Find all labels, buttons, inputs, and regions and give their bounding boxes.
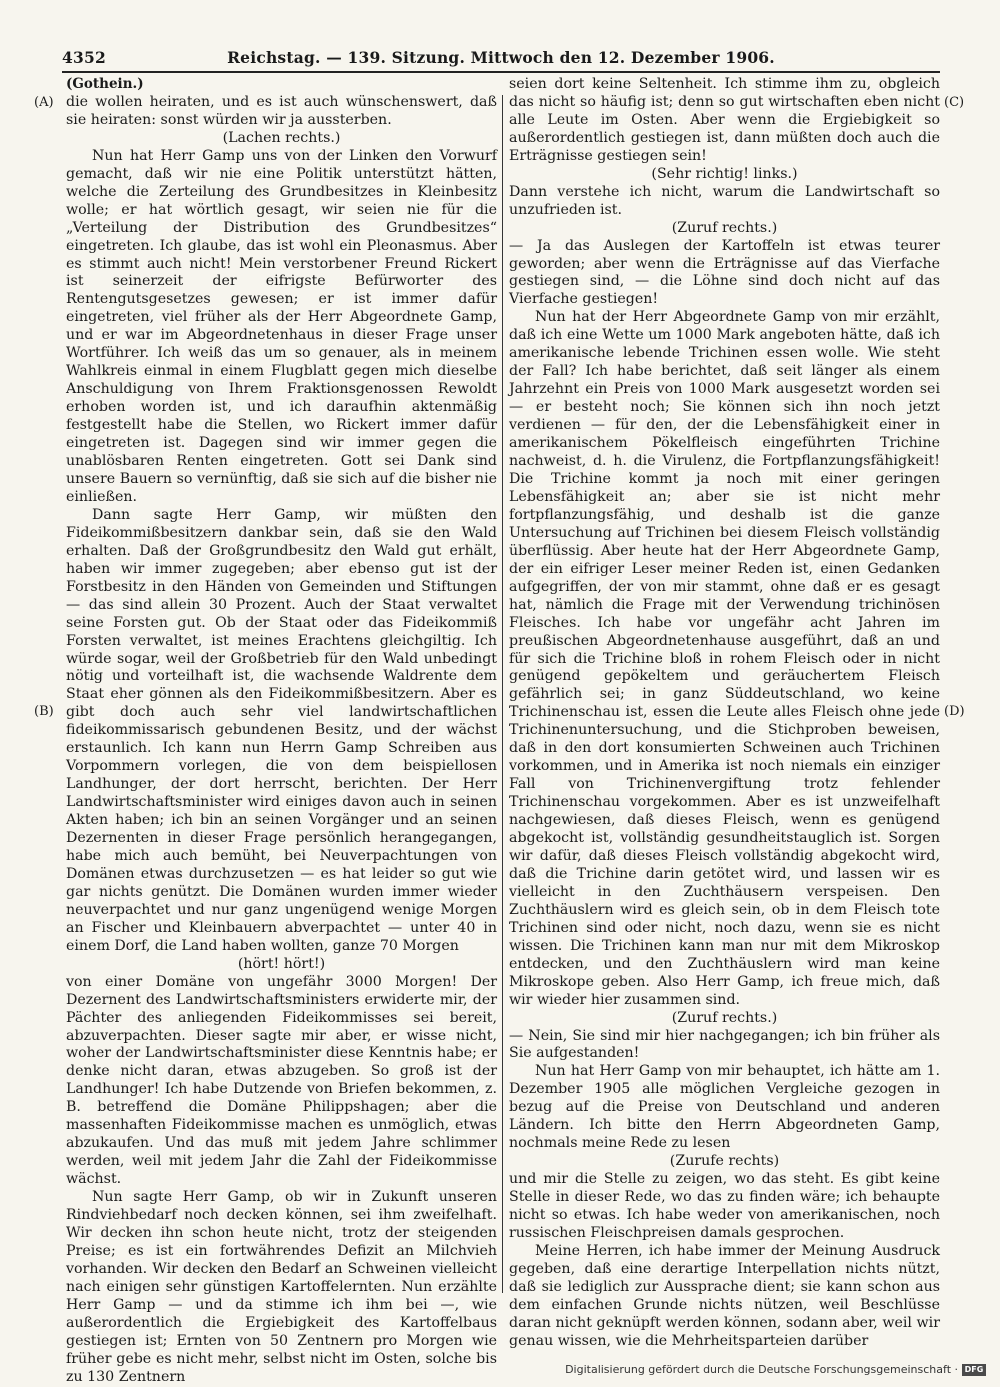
footer-credit bbox=[565, 1363, 986, 1376]
interjection: (Zuruf rechts.) bbox=[671, 219, 778, 236]
speaker-label: (Gothein.) bbox=[66, 76, 144, 92]
paragraph: Nun hat Herr Gamp von mir behauptet, ich hätte am 1. Dezember 1905 alle möglichen Vergleiche gezogen in bezug auf die Preise von Deutschland und anderen Ländern. Ich bitte den Herrn Abgeordneten Gamp, nochmals meine Rede zu lesen bbox=[509, 1063, 940, 1152]
margin-marker-c: (C) bbox=[944, 95, 965, 110]
margin-marker-b: (B) bbox=[34, 704, 54, 719]
page-number: 4352 bbox=[62, 48, 106, 67]
header-rule bbox=[62, 71, 940, 73]
paragraph: Nun hat Herr Gamp uns von der Linken den Vorwurf gemacht, daß wir nie eine Politik unterstützt hätten, welche die Zerteilung des Grundbesitzes in Kleinbesitz wolle; er hat wörtlich gesagt, wir seien nie für die „Verteilung der Distribution des Grundbesitzes“ eingetreten. Ich glaube, das ist wohl ein Pleonasmus. Aber es stimmt auch nicht! Mein verstorbener Freund Rickert ist seinerzeit der eifrigste Befürworter des Rentengutsgesetzes gewesen; er ist immer dafür eingetreten, viel früher als der Herr Abgeordnete Gamp, und er war im Abgeordnetenhaus in dieser Frage unser Wortführer. Ich weiß das um so genauer, als in meinem Wahlkreis einmal in einem Flugblatt gegen mich dieselbe Anschuldigung von Ihrem Fraktionsgenossen Rewoldt erhoben worden ist, und ich daraufhin aktenmäßig festgestellt habe die Stellen, wo Rickert immer dafür eingetreten ist. Dagegen sind wir immer gegen die unablösbaren Renten eingetreten. Gott sei Dank sind unsere Bauern so vernünftig, daß sie sich auf die bisher nie einließen. bbox=[66, 147, 497, 505]
paragraph: Nun sagte Herr Gamp, ob wir in Zukunft unseren Rindviehbedarf noch decken können, sei ihm zweifelhaft. Wir decken ihn schon heute nicht, trotz der steigenden Preise; es ist ein fortwährendes Defizit an Milchvieh vorhanden. Wir decken den Bedarf an Schweinen vielleicht nach einigen sehr günstigen Kartoffelernten. Nun erzählte Herr Gamp — und da stimme ich ihm bei —, wie außerordentlich die Ergiebigkeit des Kartoffelbaus gestiegen ist; Ernten von 50 Zentnern pro Morgen wie früher gebe es nicht mehr, selbst nicht im Osten, solche bis zu 130 Zentnern bbox=[66, 1189, 497, 1385]
left-column bbox=[66, 76, 497, 1385]
page-title: Reichstag. — 139. Sitzung. Mittwoch den 12. Dezember 1906. bbox=[227, 48, 775, 67]
page-header bbox=[62, 48, 940, 70]
paragraph: — Ja das Auslegen der Kartoffeln ist etwas teurer geworden; aber wenn die Erträgnisse auf das Vierfache gestiegen sind, — die Löhne sind doch nicht auf das Vierfache gestiegen! bbox=[509, 237, 940, 308]
footer-text: Digitalisierung gefördert durch die Deutsche Forschungsgemeinschaft · bbox=[565, 1363, 958, 1376]
dfg-logo: DFG bbox=[962, 1364, 986, 1376]
interjection: (Sehr richtig! links.) bbox=[651, 165, 798, 182]
paragraph: die wollen heiraten, und es ist auch wünschenswert, daß sie heiraten: sonst würden wir ja aussterben. bbox=[66, 93, 497, 128]
right-column bbox=[509, 76, 940, 1349]
interjection: (Zurufe rechts) bbox=[669, 1153, 780, 1170]
paragraph: und mir die Stelle zu zeigen, wo das steht. Es gibt keine Stelle in dieser Rede, wo das zu finden wäre; ich behaupte nicht so etwas. Ich habe weder von amerikanischen, noch russischen Fleischpreisen damals gesprochen. bbox=[509, 1171, 940, 1241]
paragraph: seien dort keine Seltenheit. Ich stimme ihm zu, obgleich das nicht so häufig ist; denn so gut wirtschaften eben nicht alle Leute im Osten. Aber wenn die Ergiebigkeit so außerordentlich gestiegen ist, dann müßten doch auch die Erträgnisse gestiegen sein! bbox=[509, 76, 940, 164]
paragraph: Meine Herren, ich habe immer der Meinung Ausdruck gegeben, daß eine derartige Interpellation nichts nützt, daß sie lediglich zur Aussprache dient; sie kann schon aus dem einfachen Grunde nichts nützen, weil Beschlüsse daran nicht geknüpft werden können, sodann aber, weil wir genau wissen, wie die Mehrheitsparteien darüber bbox=[509, 1242, 940, 1349]
margin-marker-a: (A) bbox=[34, 95, 54, 110]
paragraph: Dann sagte Herr Gamp, wir müßten den Fideikommißbesitzern dankbar sein, daß sie den Wald erhalten. Daß der Großgrundbesitz den Wald gut erhält, haben wir immer zugegeben; aber ebenso gut ist der Forstbesitz in den Händen von Gemeinden und Stiftungen — das sind allein 30 Prozent. Auch der Staat verwaltet seine Forsten gut. Ob der Staat oder das Fideikommiß Forsten verwaltet, ist meines Erachtens gleichgiltig. Ich würde sogar, weil der Großbetrieb für den Wald unbedingt nötig und vorteilhaft ist, die wachsende Waldrente dem Staat eher gönnen als den Fideikommißbesitzern. Aber es gibt doch auch sehr viel landwirtschaftlichen fideikommissarisch gebundenen Besitz, und der wächst erstaunlich. Ich kann nun Herrn Gamp Schreiben aus Vorpommern vorlegen, die von dem beispiellosen Landhunger, der dort herrscht, berichten. Der Herr Landwirtschaftsminister wird einiges davon auch in seinen Akten haben; ich bin an seinen Vorgänger und an seinen Dezernenten in dieser Frage persönlich herangegangen, habe mich auch bemüht, bei Neuverpachtungen von Domänen etwas durchzusetzen — es hat leider so gut wie gar nichts genützt. Die Domänen wurden immer wieder neuverpachtet und nur ganz ungenügend wenige Morgen an Fischer und Kleinbauern abverpachtet — unter 40 in einem Dorf, die Land haben wollten, ganze 70 Morgen bbox=[66, 506, 497, 954]
paragraph: Dann verstehe ich nicht, warum die Landwirtschaft so unzufrieden ist. bbox=[509, 183, 940, 218]
paragraph: Nun hat der Herr Abgeordnete Gamp von mir erzählt, daß ich eine Wette um 1000 Mark angeboten hätte, daß ich amerikanische lebende Trichinen essen wolle. Wie steht der Fall? Ich habe berichtet, daß seit länger als einem Jahrzehnt ein Preis von 1000 Mark ausgesetzt worden sei — er besteht noch; Sie können sich ihn noch jetzt verdienen — für den, der die Lebensfähigkeit einer in amerikanischem Pökelfleisch eingeführten Trichine nachweist, d. h. die Virulenz, die Fortpflanzungsfähigkeit! Die Trichine kommt ja noch mit einer geringen Lebensfähigkeit an; aber sie ist nicht mehr fortpflanzungsfähig, und deshalb ist die ganze Untersuchung auf Trichinen bei diesem Fleisch vollständig überflüssig. Aber heute hat der Herr Abgeordnete Gamp, der ein eifriger Leser meiner Reden ist, einen Gedanken aufgegriffen, der von mir stammt, ohne daß er es gesagt hat, nämlich die Frage mit der Verwendung trichinösen Fleisches. Ich habe vor ungefähr acht Jahren im preußischen Abgeordnetenhause ausgeführt, daß an und für sich die Trichine bloß in rohem Fleisch oder in nicht genügend gepökeltem und geräuchertem Fleisch gefährlich sei; in ganz Süddeutschland, wo keine Trichinenschau ist, essen die Leute alles Fleisch ohne jede Trichinenuntersuchung, und die Stichproben beweisen, daß in den dort konsumierten Schweinen auch Trichinen vorkommen, und in Amerika ist noch niemals ein einziger Fall von Trichinenvergiftung trotz fehlender Trichinenschau vorgekommen. Aber es ist unzweifelhaft nachgewiesen, daß dieses Fleisch, wenn es genügend abgekocht ist, vollständig gesundheitstauglich ist. Sorgen wir dafür, daß dieses Fleisch vollständig abgekocht wird, daß die Trichine darin getötet wird, und lassen wir es vielleicht in den Zuchthäusern verspeisen. Den Zuchthäuslern wird es gleich sein, ob in dem Fleisch tote Trichinen sind oder nicht, noch dazu, wenn sie es nicht wissen. Die Trichinen kann man nur mit dem Mikroskop entdecken, und den Zuchthäuslern wird man keine Mikroskope geben. Also Herr Gamp, ich freue mich, daß wir wieder hier zusammen sind. bbox=[509, 309, 940, 1008]
column-divider bbox=[502, 95, 503, 1293]
margin-marker-d: (D) bbox=[944, 704, 965, 719]
paragraph: — Nein, Sie sind mir hier nachgegangen; ich bin früher als Sie aufgestanden! bbox=[509, 1027, 940, 1062]
paragraph: von einer Domäne von ungefähr 3000 Morgen! Der Dezernent des Landwirtschaftsministers erwiderte mir, der Pächter des anliegenden Fideikommisses sei bereit, abzuverpachten. Dieser sagte mir aber, er wisse nicht, woher der Landwirtschaftsminister diese Kenntnis habe; er denke nicht daran, etwas abzugeben. So groß ist der Landhunger! Ich habe Dutzende von Briefen bekommen, z. B. betreffend die Domäne Philippshagen; aber die massenhaften Fideikommisse machen es unmöglich, etwas abzukaufen. Und das muß mit jedem Jahre schlimmer werden, weil mit jedem Jahr die Zahl der Fideikommisse wächst. bbox=[66, 973, 497, 1188]
interjection: (hört! hört!) bbox=[237, 955, 326, 972]
interjection: (Zuruf rechts.) bbox=[671, 1009, 778, 1026]
interjection: (Lachen rechts.) bbox=[222, 129, 341, 146]
